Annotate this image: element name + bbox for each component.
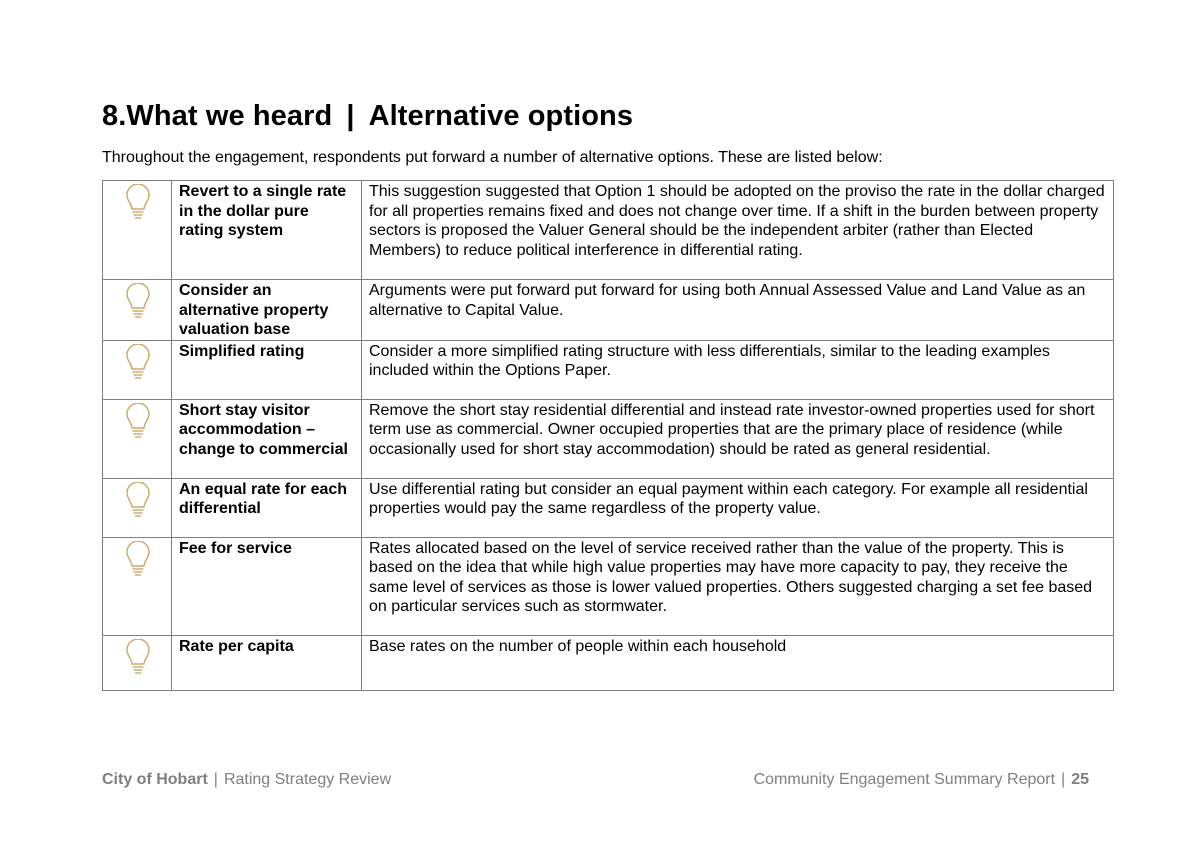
option-description: Rates allocated based on the level of service received rather than the value of the property. This is based on the idea that while high value properties may have more capacity to pay, they receive the same level of services as those is lower valued properties. Others suggested charging a set fee based on particular services such as stormwater. — [362, 537, 1114, 635]
option-description: Base rates on the number of people within each household — [362, 635, 1114, 690]
footer-doc: Rating Strategy Review — [223, 771, 392, 788]
heading-number: 8. — [102, 100, 127, 132]
icon-cell — [103, 280, 172, 341]
icon-cell — [103, 478, 172, 537]
option-description: Remove the short stay residential differential and instead rate investor-owned properties used for short term use as commercial. Owner occupied properties that are the primary place of residence (while occasionally used for short stay accommodation) should be rated as general residential. — [362, 399, 1114, 478]
option-title: Simplified rating — [172, 340, 362, 399]
footer-right — [754, 771, 1089, 789]
table-row — [103, 537, 1114, 635]
heading-subtitle: Alternative options — [368, 100, 634, 132]
option-title: Revert to a single rate in the dollar pure rating system — [172, 181, 362, 280]
lightbulb-icon — [124, 403, 152, 441]
option-title: Short stay visitor accommodation – change to commercial — [172, 399, 362, 478]
intro-text: Throughout the engagement, respondents put forward a number of alternative options. These are listed below: — [102, 149, 883, 166]
table-row — [103, 340, 1114, 399]
table-row — [103, 181, 1114, 280]
lightbulb-icon — [124, 344, 152, 382]
icon-cell — [103, 181, 172, 280]
lightbulb-icon — [124, 184, 152, 222]
page-number: 25 — [1071, 771, 1089, 788]
option-description: Consider a more simplified rating structure with less differentials, similar to the leading examples included within the Options Paper. — [362, 340, 1114, 399]
option-title: Consider an alternative property valuation base — [172, 280, 362, 341]
icon-cell — [103, 537, 172, 635]
option-title: Rate per capita — [172, 635, 362, 690]
heading-separator: | — [346, 100, 355, 132]
lightbulb-icon — [124, 639, 152, 677]
option-description: This suggestion suggested that Option 1 should be adopted on the proviso the rate in the dollar charged for all properties remains fixed and does not change over time. If a shift in the burden between property sectors is proposed the Valuer General should be the independent arbiter (rather than Elected Members) to reduce political interference in differential rating. — [362, 181, 1114, 280]
lightbulb-icon — [124, 283, 152, 321]
table-row — [103, 399, 1114, 478]
alternative-options-table — [102, 180, 1114, 691]
option-description: Arguments were put forward put forward for using both Annual Assessed Value and Land Value as an alternative to Capital Value. — [362, 280, 1114, 341]
page-heading — [102, 100, 633, 133]
table-row — [103, 280, 1114, 341]
lightbulb-icon — [124, 482, 152, 520]
option-description: Use differential rating but consider an equal payment within each category. For example all residential properties would pay the same regardless of the property value. — [362, 478, 1114, 537]
footer-org: City of Hobart — [102, 771, 208, 788]
footer-left — [102, 771, 391, 789]
option-title: Fee for service — [172, 537, 362, 635]
icon-cell — [103, 340, 172, 399]
heading-title: What we heard — [126, 100, 333, 132]
footer-separator: | — [1061, 771, 1066, 788]
option-title: An equal rate for each differential — [172, 478, 362, 537]
icon-cell — [103, 635, 172, 690]
footer-separator: | — [213, 771, 218, 788]
table-row — [103, 478, 1114, 537]
table-row — [103, 635, 1114, 690]
footer-report: Community Engagement Summary Report — [753, 771, 1056, 788]
icon-cell — [103, 399, 172, 478]
lightbulb-icon — [124, 541, 152, 579]
